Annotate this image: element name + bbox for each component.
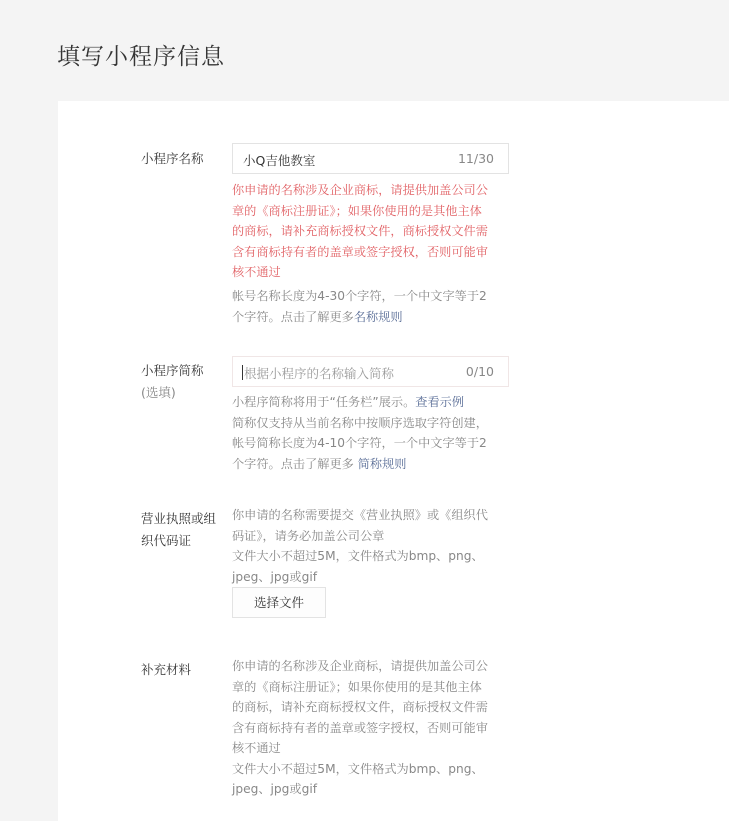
supplement-description: 你申请的名称涉及企业商标，请提供加盖公司公 章的《商标注册证》；如果你使用的是其他主体 的商标，请补充商标授权文件，商标授权文件需 含有商标持有者的盖章或签字授权，否则可能审 核不通过 文件大小不超过5M，文件格式为bmp、png、 jpeg、jpg或gif xyxy=(232,659,488,796)
optional-label: (选填) xyxy=(141,385,176,400)
view-example-link[interactable]: 查看示例 xyxy=(415,395,465,409)
license-label: 营业执照或组 织代码证 xyxy=(141,511,217,548)
short-name-char-count: 0/10 xyxy=(465,364,494,379)
name-input-value: 小Q吉他教室 xyxy=(243,153,316,168)
name-input[interactable] xyxy=(232,143,509,174)
short-name-input[interactable] xyxy=(232,356,509,387)
name-label: 小程序名称 xyxy=(141,151,204,166)
choose-file-button[interactable]: 选择文件 xyxy=(232,587,326,618)
name-rule-link[interactable]: 名称规则 xyxy=(353,309,403,324)
name-char-count: 11/30 xyxy=(457,151,494,166)
short-name-rule-link[interactable]: 简称规则 xyxy=(357,456,407,471)
text-caret xyxy=(242,365,243,380)
license-description: 你申请的名称需要提交《营业执照》或《组织代 码证》，请务必加盖公司公章 文件大小不超过5M，文件格式为bmp、png、 jpeg、jpg或gif xyxy=(232,508,488,584)
name-error-message: 你申请的名称涉及企业商标，请提供加盖公司公 章的《商标注册证》；如果你使用的是其他主体 的商标，请补充商标授权文件，商标授权文件需 含有商标持有者的盖章或签字授权，否则可能审 核不通过 xyxy=(232,183,488,279)
short-name-hint: 小程序简称将用于“任务栏”展示。查看示例 简称仅支持从当前名称中按顺序选取字符创建， 帐号简称长度为4-10个字符，一个中文字等于2 个字符。点击了解更多 简称规则 xyxy=(232,395,488,471)
short-name-label: 小程序简称 (选填) xyxy=(141,360,204,404)
name-hint: 帐号名称长度为4-30个字符，一个中文字等于2 个字符。点击了解更多名称规则 xyxy=(232,289,487,324)
supplement-label: 补充材料 xyxy=(141,662,192,677)
page-title: 填写小程序信息 xyxy=(57,44,225,70)
short-name-placeholder: 根据小程序的名称输入简称 xyxy=(244,366,395,381)
